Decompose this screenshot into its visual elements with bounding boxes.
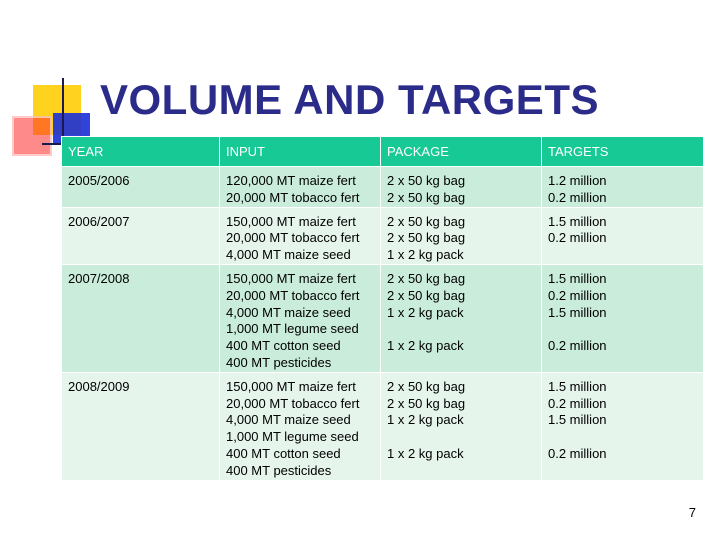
cell-line: 0.2 million [548, 445, 607, 461]
header-targets: TARGETS [542, 137, 704, 167]
cell-line: 2 x 50 kg bag [387, 395, 466, 411]
cell-spacer [387, 429, 535, 446]
cell-line: 2 x 50 kg bag [387, 287, 466, 303]
cell-package [381, 264, 542, 372]
cell-year: 2005/2006 [62, 167, 220, 208]
cell-targets [542, 264, 704, 372]
cell-input [220, 372, 381, 480]
cell-line: 120,000 MT maize fert [226, 173, 356, 188]
cell-input [220, 264, 381, 372]
cell-line: 150,000 MT maize fert [226, 378, 356, 394]
cell-line: 1,000 MT legume seed [226, 429, 359, 445]
cell-year: 2008/2009 [62, 372, 220, 480]
cell-line: 2 x 50 kg bag [387, 378, 466, 394]
cell-targets [542, 167, 704, 208]
volume-targets-table [61, 136, 704, 481]
cell-line: 0.2 million [548, 189, 607, 205]
cell-line: 0.2 million [548, 287, 607, 303]
cell-line: 1.5 million [548, 412, 607, 428]
cell-line: 400 MT pesticides [226, 462, 332, 478]
cell-line: 20,000 MT tobacco fert [226, 230, 360, 246]
page-number: 7 [688, 505, 696, 520]
table-body [62, 167, 704, 481]
cell-line: 1.5 million [548, 270, 607, 286]
cell-line: 2 x 50 kg bag [387, 230, 466, 246]
header-year: YEAR [62, 137, 220, 167]
cell-targets [542, 207, 704, 264]
cell-line: 150,000 MT maize fert [226, 270, 356, 286]
cell-line: 0.2 million [548, 395, 607, 411]
cell-input [220, 207, 381, 264]
cell-line: 2 x 50 kg bag [387, 270, 466, 286]
cell-targets [542, 372, 704, 480]
table-header-row [62, 137, 704, 167]
table-row [62, 372, 704, 480]
cell-line: 4,000 MT maize seed [226, 247, 351, 263]
table-row [62, 207, 704, 264]
cell-line: 1,000 MT legume seed [226, 321, 359, 337]
cell-line: 4,000 MT maize seed [226, 304, 351, 320]
cell-package [381, 372, 542, 480]
cell-line: 4,000 MT maize seed [226, 412, 351, 428]
cell-input [220, 167, 381, 208]
cell-line: 2 x 50 kg bag [387, 189, 466, 205]
cell-line: 150,000 MT maize fert [226, 213, 356, 229]
cell-line: 400 MT pesticides [226, 354, 332, 370]
cell-line: 1 x 2 kg pack [387, 247, 464, 263]
cell-line: 1.5 million [548, 213, 607, 229]
cell-line: 1 x 2 kg pack [387, 445, 464, 461]
cell-line: 20,000 MT tobacco fert [226, 287, 360, 303]
cell-line: 400 MT cotton seed [226, 338, 341, 354]
cell-spacer [548, 429, 697, 446]
cell-package [381, 207, 542, 264]
decor-red-square-outline [12, 116, 52, 156]
cell-year: 2007/2008 [62, 264, 220, 372]
cell-line: 0.2 million [548, 230, 607, 246]
header-package: PACKAGE [381, 137, 542, 167]
cell-line: 1 x 2 kg pack [387, 338, 464, 354]
cell-line: 1.5 million [548, 304, 607, 320]
cell-spacer [387, 321, 535, 338]
cell-line: 2 x 50 kg bag [387, 173, 466, 188]
cell-line: 20,000 MT tobacco fert [226, 395, 360, 411]
cell-line: 20,000 MT tobacco fert [226, 189, 360, 205]
header-input: INPUT [220, 137, 381, 167]
table-row [62, 167, 704, 208]
cell-line: 0.2 million [548, 338, 607, 354]
cell-year: 2006/2007 [62, 207, 220, 264]
cell-line: 1 x 2 kg pack [387, 412, 464, 428]
table-row [62, 264, 704, 372]
slide-title: VOLUME AND TARGETS [100, 76, 599, 123]
cell-line: 1 x 2 kg pack [387, 304, 464, 320]
cell-line: 1.5 million [548, 378, 607, 394]
cell-line: 1.2 million [548, 173, 607, 188]
cell-spacer [548, 321, 697, 338]
cell-package [381, 167, 542, 208]
cell-line: 2 x 50 kg bag [387, 213, 466, 229]
cell-line: 400 MT cotton seed [226, 445, 341, 461]
